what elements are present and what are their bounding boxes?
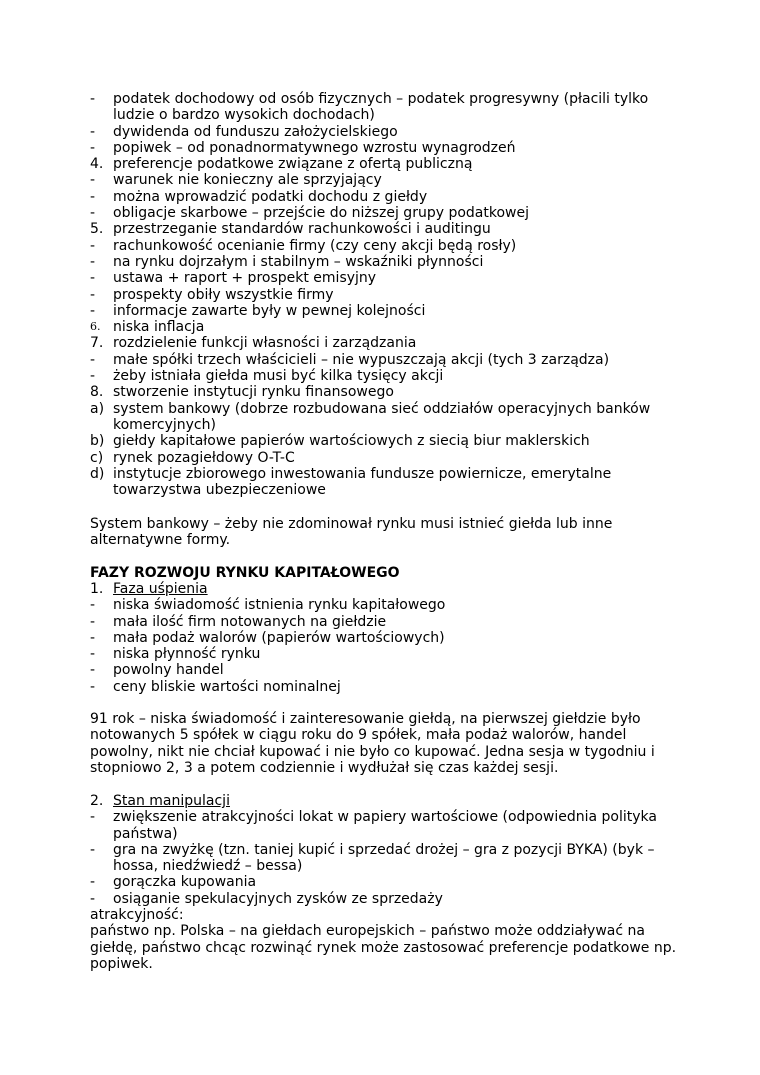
list-item	[90, 679, 680, 695]
list-marker: -	[90, 597, 96, 614]
list-marker: -	[90, 874, 96, 891]
list-item-text: zwiększenie atrakcyjności lokat w papiery wartościowe (odpowiednia polityka państwa)	[113, 809, 657, 842]
list-item-text: dywidenda od funduszu założycielskiego	[113, 123, 398, 140]
list-item-text: rynek pozagiełdowy O-T-C	[113, 449, 295, 466]
list-marker: 6.	[90, 320, 101, 334]
list-item	[90, 303, 680, 319]
list-marker: -	[90, 139, 96, 156]
list-item-text: przestrzeganie standardów rachunkowości i auditingu	[113, 221, 491, 238]
list-item-text: system bankowy (dobrze rozbudowana sieć oddziałów operacyjnych banków komercyjnych)	[113, 400, 651, 433]
list-item-text: preferencje podatkowe związane z ofertą publiczną	[113, 156, 473, 173]
phase-1-block	[90, 581, 680, 695]
list-item	[90, 384, 680, 400]
list-item-text: mała podaż walorów (papierów wartościowych)	[113, 629, 445, 646]
list-item-text: rozdzielenie funkcji własności i zarządzania	[113, 335, 417, 352]
list-item	[90, 874, 680, 890]
list-marker: -	[90, 841, 96, 858]
list-item-text: niska świadomość istnienia rynku kapitałowego	[113, 597, 446, 614]
phase-2-title	[90, 793, 680, 809]
list-item	[90, 319, 680, 335]
list-marker: -	[90, 351, 96, 368]
atrakcyjnosc-label: atrakcyjność:	[90, 907, 184, 924]
list-item	[90, 842, 680, 875]
list-item	[90, 238, 680, 254]
list-marker: 4.	[90, 156, 104, 173]
list-item	[90, 662, 680, 678]
list-item	[90, 401, 680, 434]
list-item	[90, 433, 680, 449]
list-item-text: niska płynność rynku	[113, 646, 261, 663]
list-item-text: mała ilość firm notowanych na giełdzie	[113, 613, 387, 630]
phase-1-title	[90, 581, 680, 597]
list-item-text: giełdy kapitałowe papierów wartościowych z siecią biur maklerskich	[113, 433, 590, 450]
paragraph-banking-system: System bankowy – żeby nie zdominował rynku musi istnieć giełda lub inne alternatywne formy.	[90, 516, 613, 549]
list-item	[90, 254, 680, 270]
list-marker: -	[90, 286, 96, 303]
list-item	[90, 156, 680, 172]
list-item	[90, 140, 680, 156]
list-marker: 7.	[90, 335, 104, 352]
list-marker: -	[90, 205, 96, 222]
list-item	[90, 335, 680, 351]
list-marker: -	[90, 678, 96, 695]
list-item-text: prospekty obiły wszystkie firmy	[113, 286, 334, 303]
list-item	[90, 221, 680, 237]
list-item	[90, 91, 680, 124]
list-marker: 8.	[90, 384, 104, 401]
list-marker: -	[90, 91, 96, 107]
list-item	[90, 368, 680, 384]
phase-number: 2.	[90, 793, 104, 809]
list-item-text: żeby istniała giełda musi być kilka tysięcy akcji	[113, 368, 444, 385]
list-marker: -	[90, 253, 96, 270]
phase-title-text: Faza uśpienia	[113, 581, 208, 597]
list-marker: -	[90, 270, 96, 287]
list-item	[90, 597, 680, 613]
list-item	[90, 450, 680, 466]
list-marker: -	[90, 613, 96, 630]
list-marker: -	[90, 890, 96, 907]
list-item	[90, 270, 680, 286]
list-item-text: rachunkowość ocenianie firmy (czy ceny akcji będą rosły)	[113, 237, 517, 254]
list-item-text: niska inflacja	[113, 319, 205, 336]
list-item-text: informacje zawarte były w pewnej kolejności	[113, 302, 426, 319]
phase-number: 1.	[90, 581, 104, 597]
section-heading: FAZY ROZWOJU RYNKU KAPITAŁOWEGO	[90, 565, 400, 581]
list-item-text: można wprowadzić podatki dochodu z giełdy	[113, 188, 428, 205]
list-marker: -	[90, 629, 96, 646]
list-item-text: popiwek – od ponadnormatywnego wzrostu wynagrodzeń	[113, 139, 516, 156]
list-item-text: warunek nie konieczny ale sprzyjający	[113, 172, 382, 189]
list-item-text: ceny bliskie wartości nominalnej	[113, 678, 341, 695]
list-item-text: podatek dochodowy od osób fizycznych – podatek progresywny (płacili tylko ludzie o bardzo wysokich dochodach)	[113, 91, 649, 124]
list-marker: -	[90, 662, 96, 679]
list-item-text: stworzenie instytucji rynku finansowego	[113, 384, 394, 401]
list-item-text: na rynku dojrzałym i stabilnym – wskaźniki płynności	[113, 253, 484, 270]
phase-title-text: Stan manipulacji	[113, 793, 230, 809]
list-marker: -	[90, 646, 96, 663]
list-marker: -	[90, 188, 96, 205]
list-item-text: małe spółki trzech właścicieli – nie wypuszczają akcji (tych 3 zarządza)	[113, 351, 610, 368]
list-item	[90, 172, 680, 188]
list-item	[90, 646, 680, 662]
list-item	[90, 809, 680, 842]
list-item-text: obligacje skarbowe – przejście do niższej grupy podatkowej	[113, 205, 529, 222]
list-item	[90, 614, 680, 630]
paragraph-state: państwo np. Polska – na giełdach europejskich – państwo może oddziaływać na giełdę, państwo chcąc rozwinąć rynek może zastosować preferencje podatkowe np. popiwek.	[90, 923, 677, 972]
list-item	[90, 287, 680, 303]
list-item-text: gorączka kupowania	[113, 874, 257, 891]
list-item-text: gra na zwyżkę (tzn. taniej kupić i sprzedać drożej – gra z pozycji BYKA) (byk – hossa, niedźwiedź – bessa)	[113, 841, 655, 875]
list-marker: -	[90, 368, 96, 385]
list-marker: -	[90, 237, 96, 254]
list-marker: -	[90, 809, 96, 826]
list-marker: c)	[90, 449, 104, 466]
list-item-text: osiąganie spekulacyjnych zysków ze sprzedaży	[113, 890, 443, 907]
list-item-text: instytucje zbiorowego inwestowania fundusze powiernicze, emerytalne towarzystwa ubezpieczeniowe	[113, 465, 612, 499]
list-marker: -	[90, 172, 96, 189]
list-item	[90, 189, 680, 205]
list-item	[90, 124, 680, 140]
list-block-1	[90, 91, 680, 498]
phase-2-block	[90, 793, 680, 972]
list-item	[90, 205, 680, 221]
paragraph-year-91: 91 rok – niska świadomość i zainteresowanie giełdą, na pierwszej giełdzie było notowanych 5 spółek w ciągu roku do 9 spółek, mała podaż walorów, handel powolny, nikt nie chciał kupować i nie było co kupować. Jedna sesja w tygodniu i stopniowo 2, 3 a potem codziennie i wydłużał się czas każdej sesji.	[90, 711, 655, 776]
list-item	[90, 630, 680, 646]
list-marker: -	[90, 123, 96, 140]
list-marker: -	[90, 302, 96, 319]
list-marker: b)	[90, 433, 105, 450]
list-item-text: ustawa + raport + prospekt emisyjny	[113, 270, 377, 287]
list-marker: 5.	[90, 221, 104, 238]
list-marker: d)	[90, 465, 105, 482]
list-item-text: powolny handel	[113, 662, 224, 679]
list-item	[90, 466, 680, 499]
list-marker: a)	[90, 400, 105, 417]
list-item	[90, 891, 680, 907]
list-item	[90, 352, 680, 368]
